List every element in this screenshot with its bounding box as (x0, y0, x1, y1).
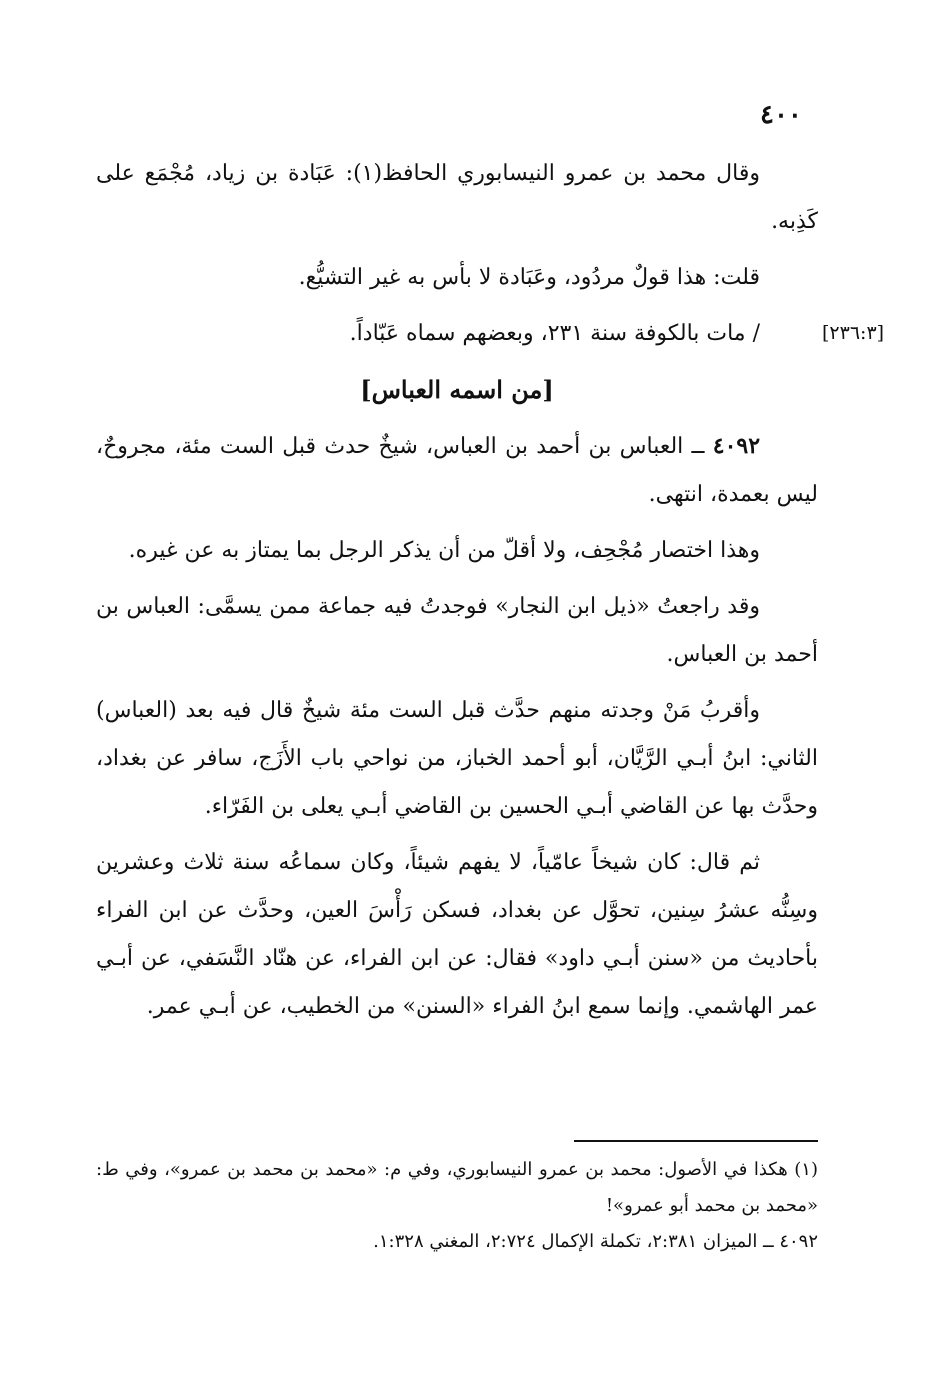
page-number: ٤٠٠ (760, 100, 802, 130)
paragraph-5: وقد راجعتُ «ذيل ابن النجار» فوجدتُ فيه جماعة ممن يسمَّى: العباس بن أحمد بن العباس. (96, 594, 818, 667)
paragraph-2: قلت: هذا قولٌ مردُود، وعَبَادة لا بأس به غير التشيُّع. (298, 265, 760, 290)
footnote-1: (١) هكذا في الأصول: محمد بن عمرو النيسابوري، وفي م: «محمد بن محمد بن عمرو»، وفي ط: «محمد بن محمد أبو عمرو»! (96, 1159, 818, 1216)
paragraph-6: وأقربُ مَنْ وجدته منهم حدَّث قبل الست مئة شيخٌ قال فيه بعد (العباس) الثاني: ابنُ أبـي الرَّيَّان، أبو أحمد الخباز، من نواحي باب الأَزَج، سافر عن بغداد، وحدَّث بها عن القاضي أبـي الحسين بن القاضي أبـي يعلى بن الفَرّاء. (96, 698, 818, 819)
paragraph-1: وقال محمد بن عمرو النيسابوري الحافظ(١): عَبَادة بن زياد، مُجْمَع على كَذِبه. (96, 161, 818, 234)
entry-4092 (96, 422, 818, 519)
footnotes (96, 1152, 818, 1260)
paragraph-7: ثم قال: كان شيخاً عامّياً، لا يفهم شيئاً، وكان سماعُه سنة ثلاث وعشرين وسِنُّه عشرُ سِنين، تحوَّل عن بغداد، فسكن رَأْسَ العين، وحدَّث عن ابن الفراء بأحاديث من «سنن أبـي داود» فقال: عن ابن الفراء، عن هنّاد النَّسَفي، عن أبـي عمر الهاشمي. وإنما سمع ابنُ الفراء «السنن» من الخطيب، عن أبـي عمر. (96, 850, 818, 1019)
margin-reference: [٢٣٦:٣] (822, 322, 885, 344)
main-text (96, 150, 818, 1039)
entry-number: ٤٠٩٢ (712, 433, 761, 459)
paragraph-4: وهذا اختصار مُجْحِف، ولا أقلّ من أن يذكر الرجل بما يمتاز به عن غيره. (128, 538, 760, 563)
entry-text: ــ العباس بن أحمد بن العباس، شيخٌ حدث قبل الست مئة، مجروحٌ، ليس بعمدة، انتهى. (96, 434, 818, 507)
footnote-sources: ٤٠٩٢ ــ الميزان ٢:٣٨١، تكملة الإكمال ٢:٧٢٤، المغني ١:٣٢٨. (373, 1231, 818, 1252)
paragraph-3: / مات بالكوفة سنة ٢٣١، وبعضهم سماه عَبّاداً. (349, 321, 760, 346)
section-heading: [من اسمه العباس] (360, 375, 554, 404)
footnote-divider (574, 1140, 818, 1142)
